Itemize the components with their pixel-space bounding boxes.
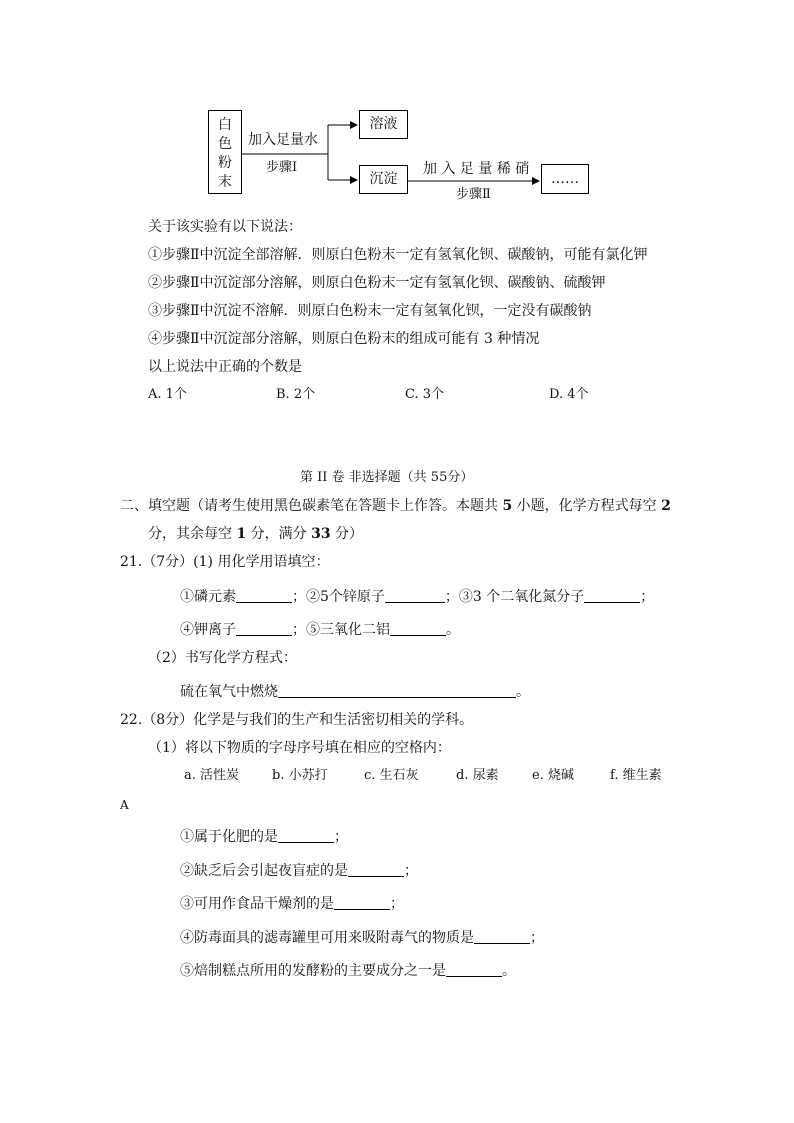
q21-blank-potassium-ion[interactable]: [236, 621, 292, 636]
arrow1-label: 加入足量水: [248, 132, 318, 148]
q22-q5-label: ⑤焙制糕点所用的发酵粉的主要成分之一是: [180, 963, 446, 979]
q21-line1-end: ；: [640, 589, 655, 605]
section2-heading-line1: [120, 497, 671, 515]
step1-label: 步骤Ⅰ: [266, 160, 298, 175]
q21-line2-end: 。: [446, 622, 460, 638]
arrowhead-precipitate: [350, 176, 358, 184]
q22-blank-desiccant[interactable]: [334, 895, 390, 910]
heading-part1: 二、填空题（请考生使用黑色碳素笔在答题卡上作答。本题共: [120, 498, 503, 514]
heading-part3: 分，其余每空: [148, 526, 237, 542]
q22-choice-d: d. 尿素: [456, 768, 499, 783]
q20-intro: 关于该实验有以下说法：: [148, 219, 302, 235]
q22-blank-baking-powder[interactable]: [446, 962, 502, 977]
q21-equation-label: 硫在氧气中燃烧: [180, 684, 278, 700]
q21-blank-phosphorus[interactable]: [236, 588, 292, 603]
heading-part5: 分）: [330, 526, 364, 542]
q21-item4-label: ④钾离子: [180, 622, 236, 638]
arrow2-label: 加 入 足 量 稀 硝: [423, 161, 530, 177]
q22-blank-night-blindness[interactable]: [348, 862, 404, 877]
q20-statement-1: ①步骤Ⅱ中沉淀全部溶解．则原白色粉末一定有氢氧化钡、碳酸钠，可能有氯化钾: [148, 247, 648, 263]
heading-part2: 小题，化学方程式每空: [512, 498, 662, 514]
q20-statement-4: ④步骤Ⅱ中沉淀部分溶解，则原白色粉末的组成可能有 3 种情况: [148, 331, 540, 347]
q22-choice-f: f. 维生素: [610, 768, 662, 783]
precipitate-box: [359, 165, 408, 194]
powder-char-4: 末: [218, 174, 232, 190]
q21-item3-label: ；③3 个二氧化氮分子: [444, 589, 585, 605]
q20-option-a: A. 1个: [148, 387, 187, 402]
q21-item1-label: ①磷元素: [180, 589, 236, 605]
q20-statement-3: ③步骤Ⅱ中沉淀不溶解．则原白色粉末一定有氢氧化钡，一定没有碳酸钠: [148, 303, 592, 319]
section2-heading-line2: [148, 525, 363, 543]
q20-option-d: D. 4个: [549, 387, 589, 402]
q20-option-c: C. 3个: [405, 387, 445, 402]
q22-q3-end: ；: [390, 896, 404, 912]
step2-label: 步骤Ⅱ: [456, 187, 491, 202]
q22-choice-e: e. 烧碱: [532, 768, 574, 783]
heading-total-points: 33: [311, 526, 331, 542]
q21-blank-zinc-atoms[interactable]: [385, 588, 445, 603]
q22-line1: [180, 828, 348, 846]
q21-sub2: （2）书写化学方程式：: [148, 650, 297, 666]
q22-choice-c: c. 生石灰: [364, 768, 419, 783]
q21-blank-alumina[interactable]: [390, 621, 446, 636]
q22-q4-end: ；: [530, 930, 544, 946]
arrowhead-result: [532, 177, 540, 185]
q21-item5-label: ；⑤三氧化二铝: [292, 622, 390, 638]
heading-equation-points: 2: [661, 498, 671, 514]
section2-title: 第 II 卷 非选择题（共 55分）: [300, 470, 474, 485]
powder-char-3: 粉: [218, 155, 232, 171]
q20-statement-2: ②步骤Ⅱ中沉淀部分溶解，则原白色粉末一定有氢氧化钡、碳酸钠、硫酸钾: [148, 275, 606, 291]
q22-q2-label: ②缺乏后会引起夜盲症的是: [180, 863, 348, 879]
q22-q2-end: ；: [404, 863, 418, 879]
q21-equation-line: [180, 683, 530, 701]
q22-blank-fertilizer[interactable]: [278, 828, 334, 843]
precipitate-label: 沉淀: [369, 171, 398, 187]
q21-header: 21.（7分）(1) 用化学用语填空：: [120, 554, 330, 570]
q22-q1-label: ①属于化肥的是: [180, 829, 278, 845]
q22-header: 22.（8分）化学是与我们的生产和生活密切相关的学科。: [120, 712, 474, 728]
q21-line1: [180, 588, 654, 606]
q22-line2: [180, 862, 418, 880]
q21-line2: [180, 621, 460, 639]
q21-item2-label: ；②5个锌原子: [292, 589, 385, 605]
q20-question: 以上说法中正确的个数是: [148, 359, 302, 375]
q22-line4: [180, 929, 544, 947]
q21-equation-end: 。: [516, 684, 530, 700]
powder-char-1: 白: [218, 117, 232, 133]
heading-part4: 分，满分: [246, 526, 312, 542]
q22-blank-adsorbent[interactable]: [474, 929, 530, 944]
q22-sub1: （1）将以下物质的字母序号填在相应的空格内：: [148, 740, 451, 756]
solution-label: 溶液: [369, 116, 398, 132]
q22-q1-end: ；: [334, 829, 348, 845]
q22-choice-b: b. 小苏打: [272, 768, 328, 783]
heading-count: 5: [502, 498, 513, 514]
q21-blank-sulfur-equation[interactable]: [278, 683, 516, 698]
arrowhead-solution: [350, 121, 358, 129]
q22-line3: [180, 895, 404, 913]
q22-q5-end: 。: [502, 963, 516, 979]
result-box: [541, 164, 589, 194]
solution-box: [359, 110, 408, 139]
q22-q3-label: ③可用作食品干燥剂的是: [180, 896, 334, 912]
q22-line5: [180, 962, 516, 980]
q21-blank-no2-molecules[interactable]: [584, 588, 640, 603]
q22-q4-label: ④防毒面具的滤毒罐里可用来吸附毒气的物质是: [180, 930, 474, 946]
q20-option-b: B. 2个: [276, 387, 316, 402]
q22-choice-a: a. 活性炭: [184, 768, 240, 783]
result-label: ……: [551, 171, 579, 187]
powder-char-2: 色: [218, 136, 232, 152]
heading-other-points: 1: [236, 526, 247, 542]
q22-choice-f-wrap: A: [120, 798, 129, 812]
